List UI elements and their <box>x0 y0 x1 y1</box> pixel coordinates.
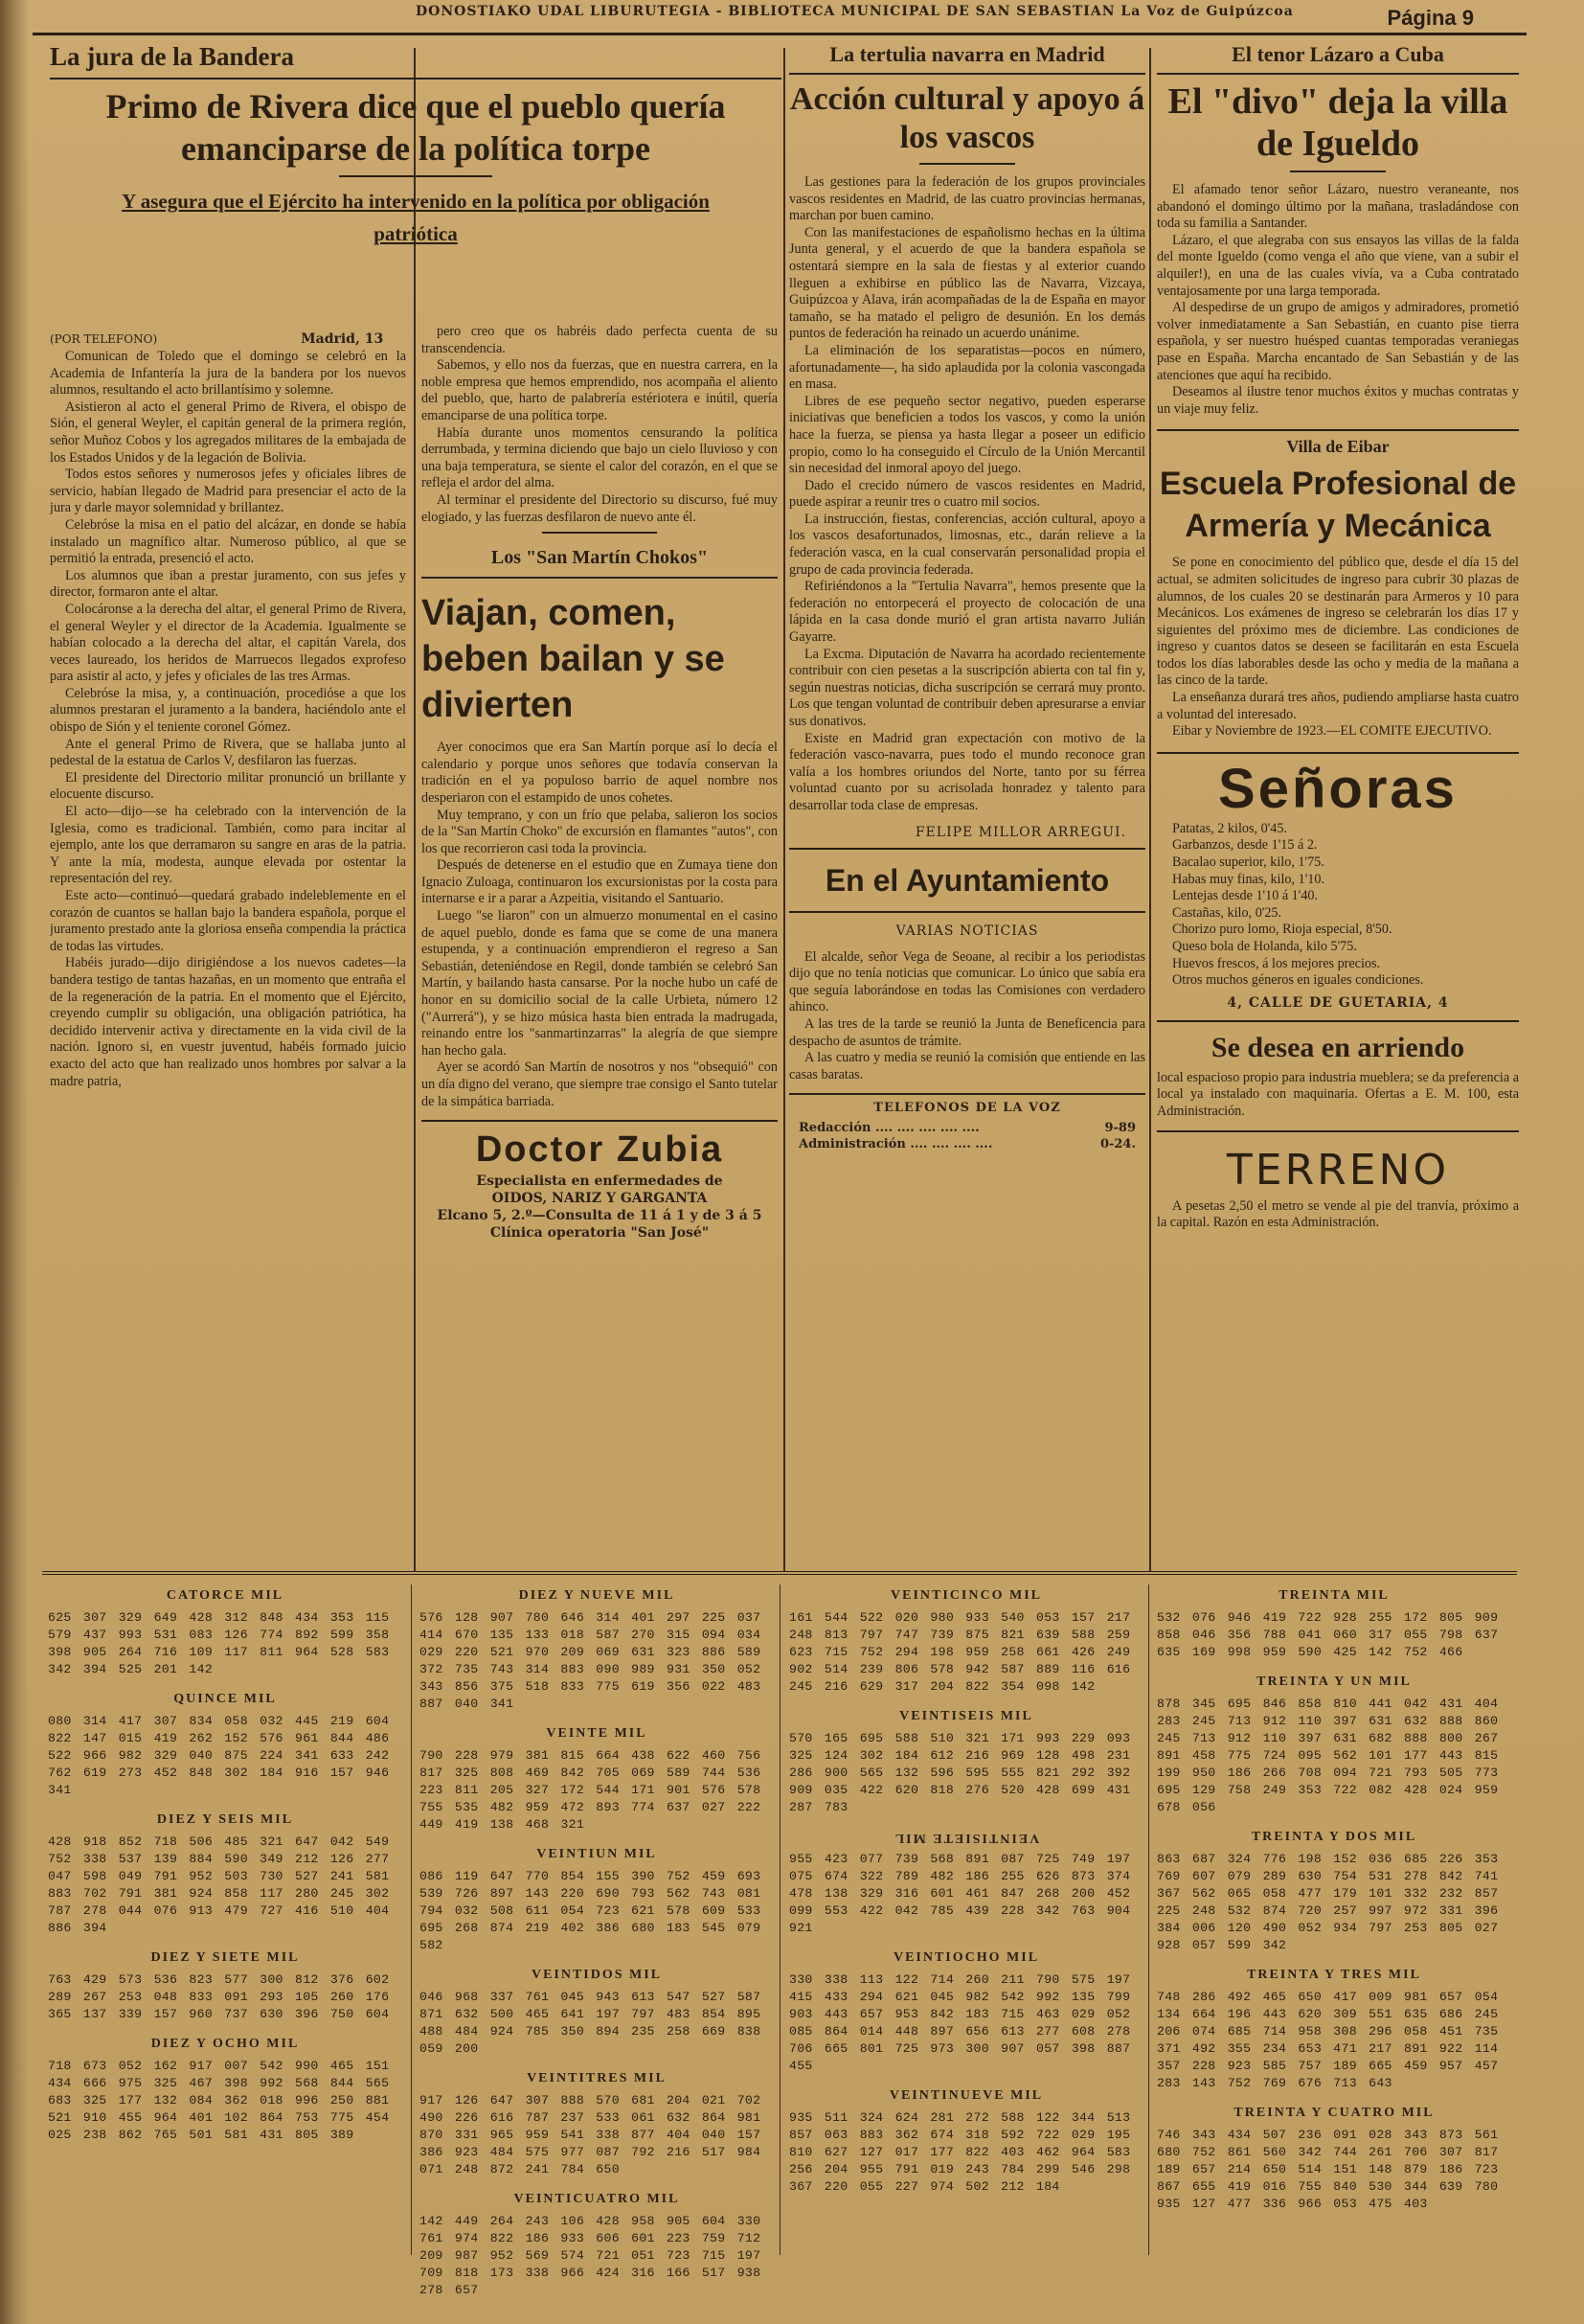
lottery-title: TREINTA Y DOS MIL <box>1251 1830 1417 1844</box>
divider <box>789 1093 1145 1095</box>
paragraph: Eibar y Noviembre de 1923.—EL COMITE EJECUTIVO. <box>1172 723 1492 740</box>
lottery-numbers: 763 429 573 536 823 577 300 812 376 602 289 267 253 048 833 091 293 105 260 176 365 137 339 157 960 737 630 396 750 604 <box>48 1972 390 2021</box>
lottery-block <box>1157 1675 1511 1816</box>
dateline <box>50 331 406 347</box>
subhead: VARIAS NOTICIAS <box>895 923 1039 939</box>
section-title: El tenor Lázaro a Cuba <box>1232 42 1444 66</box>
lottery-numbers: 086 119 647 770 854 155 390 752 459 693 539 726 897 143 220 690 793 562 743 081 794 032 508 611 054 723 621 578 609 533 695 268 874 219 402 386 680 183 545 079 582 <box>419 1869 761 1952</box>
price-item: Queso bola de Holanda, kilo 5'75. <box>1172 939 1357 954</box>
paragraph: Muy temprano, y con un frío que pelaba, salieron los socios de la "San Martín Choko" de excursión en flamantes "autos", con los que recorrieron casi toda la provincia. <box>421 807 778 856</box>
lottery-title: VEINTICUATRO MIL <box>513 2192 680 2206</box>
paragraph: Todos estos señores y numerosos jefes y oficiales libres de servicio, habían llegado de Madrid para presenciar el acto de la jura y darle mayor solemnidad y brillantez. <box>50 467 406 516</box>
lottery-block <box>789 2088 1143 2196</box>
phone-label: Administración .... .... .... .... <box>799 1137 993 1152</box>
section-title: La tertulia navarra en Madrid <box>829 42 1105 66</box>
lottery-numbers: 955 423 077 739 568 891 087 725 749 197 075 674 322 789 482 186 255 626 873 374 478 138 329 316 601 461 847 268 200 452 099 553 422 042 785 439 228 342 763 904 921 <box>789 1852 1131 1935</box>
price-item: Bacalao superior, kilo, 1'75. <box>1172 854 1324 871</box>
lottery-title: TREINTA Y UN MIL <box>1256 1675 1412 1689</box>
lottery-block <box>1157 1968 1511 2092</box>
section-title-chokos: Los "San Martín Chokos" <box>490 547 709 569</box>
lottery-title: CATORCE MIL <box>166 1588 284 1603</box>
column-rule <box>783 48 785 1571</box>
divider <box>1157 1020 1519 1022</box>
lottery-block <box>419 2071 774 2178</box>
headline: Acción cultural y apoyo á los vascos <box>789 81 1145 155</box>
paragraph: Ayer se acordó San Martín de nosotros y nos "obsequió" con un día digno del verano, que siempre trae consigo el Santo tutelar de la simpática barriada. <box>421 1059 778 1109</box>
paragraph: Refiriéndonos a la "Tertulia Navarra", hemos presente que la federación no entorpecerá el proyecto de colocación de una lápida en la casa donde murió el gran artista navarro Julián Gayarre. <box>789 579 1145 646</box>
lottery-title: VEINTIOCHO MIL <box>893 1950 1040 1965</box>
lottery-title: VEINTIDOS MIL <box>531 1968 663 1982</box>
ad-line: Especialista en enfermedades de <box>476 1173 723 1190</box>
lottery-title: VEINTITRES MIL <box>527 2071 667 2085</box>
lottery-title: DIEZ Y NUEVE MIL <box>518 1588 675 1603</box>
lottery-block <box>48 1812 402 1937</box>
lottery-block <box>789 1588 1143 1696</box>
lottery-block <box>419 1968 774 2058</box>
paragraph: Los alumnos que iban a prestar juramento, con sus jefes y director, formaron ante el altar. <box>50 567 406 601</box>
divider <box>1157 752 1519 754</box>
lottery-block <box>789 1830 1143 1937</box>
divider <box>789 848 1145 850</box>
paragraph: La instrucción, fiestas, conferencias, acción cultural, apoyo a los vascos desafortunados, limosnas, etc., darán relieve a la federación vasca, en la cual conservarán personalidad propia el grupo de cada provincia federada. <box>789 511 1145 578</box>
column-rule <box>1148 1584 1149 2255</box>
paragraph: Celebróse la misa, y, a continuación, procedióse a que los alumnos prestaran el juramento a la bandera, haciéndolo ante el obispo de Sión y el teniente coronel Gómez. <box>50 685 406 736</box>
source-label: (POR TELEFONO) <box>50 332 158 346</box>
divider <box>421 577 778 579</box>
section-title-ayuntamiento: En el Ayuntamiento <box>825 862 1110 898</box>
divider <box>50 78 781 80</box>
signature: FELIPE MILLOR ARREGUI. <box>915 824 1126 840</box>
section-title-eibar: Villa de Eibar <box>1286 437 1390 457</box>
ad-senoras-title: Señoras <box>1218 757 1458 820</box>
ad-senoras-address: 4, CALLE DE GUETARIA, 4 <box>1227 994 1449 1011</box>
paragraph: Había durante unos momentos censurando la política derrumbada, y termina diciendo que bajo un cielo lluvioso y con una baja temperatura, se siente el calor del corazón, en el que se refleja el ardor del alma. <box>421 424 778 491</box>
ad-arriendo-title: Se desea en arriendo <box>1211 1031 1465 1063</box>
date-label: Madrid, 13 <box>301 331 384 347</box>
headline-chokos: Viajan, comen, beben bailan y se divierten <box>421 593 725 726</box>
divider <box>339 175 492 177</box>
ad-line: OIDOS, NARIZ Y GARGANTA <box>491 1191 708 1207</box>
divider <box>919 163 1015 165</box>
lottery-block <box>48 2037 402 2144</box>
lottery-numbers: 625 307 329 649 428 312 848 434 353 115 579 437 993 531 083 126 774 892 599 358 398 905 264 716 109 117 811 964 528 583 342 394 525 201 142 <box>48 1610 390 1676</box>
lottery-title: VEINTISIETE MIL <box>893 1831 1040 1845</box>
paragraph: pero creo que os habréis dado perfecta cuenta de su transcendencia. <box>421 324 778 356</box>
lottery-title: TREINTA Y TRES MIL <box>1247 1968 1421 1982</box>
headline: El "divo" deja la villa de Igueldo <box>1167 81 1508 164</box>
headline-escuela: Escuela Profesional de Armería y Mecánica <box>1159 466 1517 545</box>
paragraph: Deseamos al ilustre tenor muchos éxitos y muchas contratas y un viaje muy feliz. <box>1157 384 1519 417</box>
divider <box>542 532 657 534</box>
lottery-block <box>1157 2106 1511 2213</box>
lottery-numbers: 917 126 647 307 888 570 681 204 021 702 490 226 616 787 237 533 061 632 864 981 870 331 965 959 541 338 877 404 040 157 386 923 484 575 977 087 792 216 517 984 071 248 872 241 784 650 <box>419 2093 761 2176</box>
lottery-title: DIEZ Y SEIS MIL <box>156 1812 294 1827</box>
section-title: La jura de la Bandera <box>50 42 295 71</box>
ad-senoras-list <box>1157 821 1519 990</box>
paragraph: El alcalde, señor Vega de Seoane, al recibir a los periodistas dijo que no tenía noticias que comunicar. Lo único que sabía era que seguía laborándose en todas las Comisiones con verdadero ahinco. <box>789 948 1145 1015</box>
paragraph: Ayer conocimos que era San Martín porque así lo decía el calendario y porque unos señores que todavía conservan la tradición en el ya populoso barrio de aquel nombre nos desperiaron con el estampido de unos cohetes. <box>421 740 778 806</box>
paragraph: Habéis jurado—dijo dirigiéndose a los nuevos cadetes—la bandera testigo de tantas hazañas, en un momento que entraña el de la regeneración de la patria. En el momento que el Ejército, creyendo cumplir su obligación, una obligación patriótica, ha decidido intervenir activa y directamente en la vida civil de la nación. Ignoro si, en vuestr juventud, habéis formado juicio exacto del acto que han realizado unos hombres por salvar a la madre patria, <box>50 955 406 1089</box>
paragraph: Las gestiones para la federación de los grupos provinciales vascos residentes en Madrid, de las cuatro provincias hermanas, marchan por buen camino. <box>789 174 1145 224</box>
page-number: Página 9 <box>1387 6 1474 30</box>
paragraph: El acto—dijo—se ha celebrado con la intervención de la Iglesia, como es tradicional. También, como para incitar al ejemplo, ante los que derramaron su sangre en aras de la patria. Y ante la mía, modesta, aunque elevada por ostentar la representación del rey. <box>50 804 406 887</box>
lottery-numbers: 863 687 324 776 198 152 036 685 226 353 769 607 079 289 630 754 531 278 842 741 367 562 065 058 477 179 101 332 232 857 225 248 532 874 720 257 997 972 331 396 384 006 120 490 052 934 797 253 805 027 928 057 599 342 <box>1157 1852 1499 1952</box>
column-rule <box>411 1584 412 2255</box>
paragraph: La Excma. Diputación de Navarra ha acordado recientemente contribuir con cien pesetas a la suscripción abierta con tal fin y, según nuestras noticias, dicha suscripción se cerrará muy pronto. Los que tengan voluntad de contribuir deben apresurarse a enviar sus donativos. <box>789 646 1145 729</box>
paragraph: Asistieron al acto el general Primo de Rivera, el obispo de Sión, el general Weyler, el capitán general de la primera región, señor Muñoz Cobos y los agregados militares de la embajada de los Estados Unidos y de la legación de Bolivia. <box>50 399 406 466</box>
phone-label: Redacción .... .... .... .... .... <box>799 1121 980 1136</box>
lottery-numbers: 080 314 417 307 834 058 032 445 219 604 822 147 015 419 262 152 576 961 844 486 522 966 982 329 040 875 224 341 633 242 762 619 273 452 848 302 184 916 157 946 341 <box>48 1714 390 1797</box>
phone-title: TELEFONOS DE LA VOZ <box>873 1101 1061 1116</box>
lottery-block <box>419 2192 774 2299</box>
lottery-numbers: 330 338 113 122 714 260 211 790 575 197 415 433 294 621 045 982 542 992 135 799 903 443 657 953 842 183 715 463 029 052 085 864 014 448 897 656 613 277 608 278 706 665 801 725 973 300 907 057 398 887 455 <box>789 1972 1131 2073</box>
lottery-title: TREINTA MIL <box>1279 1588 1390 1603</box>
lottery-title: VEINTE MIL <box>546 1726 647 1741</box>
lottery-title: VEINTICINCO MIL <box>891 1588 1042 1603</box>
ad-line: Clínica operatoria "San José" <box>489 1225 710 1242</box>
paragraph: Después de detenerse en el estudio que en Zumaya tiene don Ignacio Zuloaga, continuaron los excursionistas por la costa para internarse e ir a parar a Azpeitia, visitando el Santuario. <box>421 857 778 907</box>
paragraph: Celebróse la misa en el patio del alcázar, en donde se había instalado un magnífico altar. Numeroso público, al que se permitió la entrada, presenció el acto. <box>50 516 406 567</box>
phone-row <box>799 1137 1136 1151</box>
lottery-block <box>789 1709 1143 1816</box>
lottery-column <box>789 1583 1143 2209</box>
running-head: DONOSTIAKO UDAL LIBURUTEGIA - BIBLIOTECA MUNICIPAL DE SAN SEBASTIAN La Voz de Guipúzcoa <box>416 4 1294 19</box>
lottery-block <box>48 1950 402 2023</box>
lottery-block <box>48 1692 402 1799</box>
divider <box>1157 73 1519 75</box>
lottery-title: TREINTA Y CUATRO MIL <box>1233 2106 1435 2120</box>
lottery-numbers: 748 286 492 465 650 417 009 981 657 054 134 664 196 443 620 309 551 635 686 245 206 074 685 714 958 308 296 058 451 735 371 492 355 234 653 471 217 891 922 114 357 228 923 585 757 189 665 459 957 457 283 143 752 769 676 713 643 <box>1157 1990 1499 2090</box>
paragraph: La eliminación de los separatistas—pocos en número, afortunadamente—, ha sido aplaudida por la colonia vascongada en masa. <box>789 342 1145 393</box>
article-jura-body-1 <box>50 324 406 1550</box>
divider <box>789 911 1145 913</box>
paragraph: Sabemos, y ello nos da fuerzas, que en nuestra carrera, en la noble empresa que hemos emprendido, nos acompaña el aliento del pueblo, que, harto de palabrería estériotera e inútil, quería emanciparse de una política torpe. <box>421 357 778 423</box>
paragraph: Dado el crecido número de vascos residentes en Madrid, puede aspirar a reunir tres o cuatro mil socios. <box>789 477 1145 511</box>
subheadline: Y asegura que el Ejército ha intervenido en la política por obligación patriótica <box>122 190 710 245</box>
column-rule <box>1149 48 1151 1571</box>
divider <box>421 1120 778 1122</box>
divider <box>1290 171 1386 172</box>
ad-line: Elcano 5, 2.º—Consulta de 11 á 1 y de 3 á 5 <box>437 1208 762 1224</box>
price-item: Otros muchos géneros en iguales condiciones. <box>1172 972 1424 989</box>
lottery-title: QUINCE MIL <box>173 1692 277 1706</box>
price-item: Chorizo puro lomo, Rioja especial, 8'50. <box>1172 922 1392 938</box>
lottery-numbers: 576 128 907 780 646 314 401 297 225 037 414 670 135 133 018 587 270 315 094 034 029 220 521 970 209 069 631 323 886 589 372 735 743 314 883 090 989 931 350 052 343 856 375 518 833 775 619 356 022 483 887 040 341 <box>419 1610 761 1711</box>
paragraph: Existe en Madrid gran expectación con motivo de la federación vasco-navarra, pues todo el mundo reconoce gran valía a los hombres oriundos del Norte, tanto por su férrea voluntad cuanto por su acrisolada honradez y talento para desarrollar toda clase de empresas. <box>789 730 1145 813</box>
price-item: Garbanzos, desde 1'15 á 2. <box>1172 837 1318 854</box>
lottery-block <box>48 1588 402 1678</box>
price-item: Castañas, kilo, 0'25. <box>1172 904 1282 921</box>
paragraph: Con las manifestaciones de españolismo hechas en la última Junta general, y el acuerdo de que la bandera española se ostentará siempre en la sala de fiestas y al exterior cuando lleguen a exhibirse en público las de Navarra, Vizcaya, Guipúzcoa y Alava, irán acompañadas de la de España en mayor tamaño, se ha matado el peligro de desunión. En los demás puntos de federación ha reinado un acuerdo unánime. <box>789 224 1145 342</box>
lottery-numbers: 790 228 979 381 815 664 438 622 460 756 817 325 808 469 842 705 069 589 744 536 223 811 205 327 172 544 171 901 576 578 755 535 482 959 472 893 774 637 027 222 449 419 138 468 321 <box>419 1748 761 1832</box>
page-header <box>33 4 1527 35</box>
price-item: Patatas, 2 kilos, 0'45. <box>1172 820 1287 836</box>
phone-value: 9-89 <box>1104 1121 1136 1136</box>
article-tertulia-navarra <box>789 42 1145 1565</box>
price-item: Habas muy finas, kilo, 1'10. <box>1172 871 1324 887</box>
paragraph: Comunican de Toledo que el domingo se celebró en la Academia de Infantería la jura de la bandera por los nuevos alumnos, resultando el acto brillantísimo y solemne. <box>50 349 406 399</box>
paragraph: Este acto—continuó—quedará grabado indeleblemente en el corazón de cuantos se hallan bajo la bandera española, porque el juramento prestado ante la gloriosa enseña compendia la práctica de todas las virtudes. <box>50 888 406 954</box>
lottery-column <box>1157 1583 1511 2226</box>
paragraph: Libres de ese pequeño sector negativo, pueden esperarse iniciativas que beneficien a todos los vascos, y como la unión hace la fuerza, se piensa ya hasta llegar a poseer un edificio propio, como lo ha conseguido el Círculo de la Unión Mercantil sin necesidad del inmoral apoyo del juego. <box>789 393 1145 477</box>
lottery-column <box>48 1583 402 2157</box>
divider <box>1157 429 1519 431</box>
phone-row <box>799 1121 1136 1135</box>
ad-doctor-zubia-name: Doctor Zubia <box>475 1129 724 1171</box>
ad-arriendo-text: local espacioso propio para industria mueblera; se da preferencia a local ya instalado con maquinaria. Ofertas a E. M. 100, esta Administración. <box>1157 1069 1519 1119</box>
lottery-numbers: 935 511 324 624 281 272 588 122 344 513 857 063 883 362 674 318 592 722 029 195 810 627 127 017 177 822 403 462 964 583 256 204 955 791 019 243 784 299 546 298 367 220 055 227 974 502 212 184 <box>789 2110 1131 2194</box>
phone-value: 0-24. <box>1099 1137 1136 1152</box>
lottery-column <box>419 1583 774 2313</box>
phone-box <box>789 1101 1145 1151</box>
lottery-numbers: 428 918 852 718 506 485 321 647 042 549 752 338 537 139 884 590 349 212 126 277 047 598 049 791 952 503 730 527 241 581 883 702 791 381 924 858 117 280 245 302 787 278 044 076 913 479 727 416 510 404 886 394 <box>48 1834 390 1935</box>
lottery-numbers: 161 544 522 020 980 933 540 053 157 217 248 813 797 747 739 875 821 639 588 259 623 715 752 294 198 959 258 661 426 249 902 514 239 806 578 942 587 889 116 616 245 216 629 317 204 822 354 098 142 <box>789 1610 1131 1694</box>
lottery-block <box>419 1726 774 1834</box>
article-jura-body-2 <box>421 324 778 1560</box>
lottery-numbers: 532 076 946 419 722 928 255 172 805 909 858 046 356 788 041 060 317 055 798 637 635 169 998 959 590 425 142 752 466 <box>1157 1610 1499 1659</box>
article-tenor-lazaro <box>1157 42 1519 1565</box>
lottery-title: VEINTINUEVE MIL <box>889 2088 1044 2103</box>
paragraph: Al despedirse de un grupo de amigos y admiradores, prometió volver inmediatamente a San Sebastián, en cuanto pise tierra española, y ser nuestro huésped cuantas temporadas veraniegas pase en España. Marcha encantado de San Sebastián y de las atenciones que aquí ha recibido. <box>1157 300 1519 383</box>
lottery-title: DIEZ Y OCHO MIL <box>150 2037 300 2051</box>
paragraph: Al terminar el presidente del Directorio su discurso, fué muy elogiado, y las fuerzas desfilaron de nuevo ante él. <box>421 491 778 525</box>
lottery-block <box>419 1847 774 1954</box>
column-rule <box>780 1584 781 2255</box>
paragraph: El presidente del Directorio militar pronunció un brillante y elocuente discurso. <box>50 769 406 803</box>
lottery-numbers: 878 345 695 846 858 810 441 042 431 404 283 245 713 912 110 397 631 632 888 860 245 713 912 110 397 631 682 888 800 267 891 458 775 724 095 562 101 177 443 815 199 950 186 266 708 094 721 793 505 773 695 129 758 249 353 722 082 428 024 959 678 056 <box>1157 1697 1499 1814</box>
paragraph: El afamado tenor señor Lázaro, nuestro veraneante, nos abandonó el domingo último por la mañana, trasladándose con toda su familia a Santander. <box>1157 182 1519 232</box>
ad-terreno-title: TERRENO <box>1226 1145 1450 1195</box>
price-item: Lentejas desde 1'10 á 1'40. <box>1172 888 1319 904</box>
price-item: Huevos frescos, á los mejores precios. <box>1172 955 1381 971</box>
lottery-numbers: 570 165 695 588 510 321 171 993 229 093 325 124 302 184 612 216 969 128 498 231 286 900 565 132 596 595 555 821 292 392 909 035 422 620 818 276 520 428 699 431 287 783 <box>789 1731 1131 1814</box>
paragraph: Ante el general Primo de Rivera, que se hallaba junto al pedestal de la estatua de Carlos V, desfilaron las fuerzas. <box>50 736 406 769</box>
lottery-block <box>1157 1588 1511 1661</box>
lottery-numbers: 046 968 337 761 045 943 613 547 527 587 871 632 500 465 641 197 797 483 854 895 488 484 924 785 350 894 235 258 669 838 059 200 <box>419 1990 761 2056</box>
paragraph: Lázaro, el que alegraba con sus ensayos las villas de la falda del monte Igueldo (como venga el año que viene, van a subir el alquiler!), en una de las cuales vivía, va a Cuba contratado ventajosamente por una larga temporada. <box>1157 232 1519 299</box>
divider <box>1157 1130 1519 1132</box>
lottery-block <box>419 1588 774 1713</box>
lottery-numbers: 718 673 052 162 917 007 542 990 465 151 434 666 975 325 467 398 992 568 844 565 683 325 177 132 084 362 018 996 250 881 521 910 455 964 401 102 864 753 775 454 025 238 862 765 501 581 431 805 389 <box>48 2059 390 2142</box>
lottery-block <box>1157 1830 1511 1954</box>
paragraph: Colocáronse a la derecha del altar, el general Primo de Rivera, el general Weyler y el director de la Academia. Igualmente se habían colocado a la derecha del altar, el capitán Varela, dos veces laureado, los heridos de Marruecos llegados exprofeso para asistir al acto, y jefes y oficiales de las tres Armas. <box>50 601 406 685</box>
paragraph: A las cuatro y media se reunió la comisión que entiende en las casas baratas. <box>789 1050 1145 1082</box>
lottery-results <box>42 1571 1517 2297</box>
lottery-title: DIEZ Y SIETE MIL <box>150 1950 300 1965</box>
lottery-numbers: 746 343 434 507 236 091 028 343 873 561 680 752 861 560 342 744 261 706 307 817 189 657 214 650 514 151 148 879 186 723 867 655 419 016 755 840 530 344 639 780 935 127 477 336 966 053 475 403 <box>1157 2128 1499 2211</box>
lottery-block <box>789 1950 1143 2075</box>
paragraph: La enseñanza durará tres años, pudiendo ampliarse hasta cuatro a voluntad del interesado. <box>1157 690 1519 722</box>
lottery-title: VEINTIUN MIL <box>536 1847 657 1861</box>
lottery-title: VEINTISEIS MIL <box>899 1709 1033 1723</box>
lottery-numbers: 142 449 264 243 106 428 958 905 604 330 761 974 822 186 933 606 601 223 759 712 209 987 952 569 574 721 051 723 715 197 709 818 173 338 966 424 316 166 517 938 278 657 <box>419 2214 761 2297</box>
divider <box>789 73 1145 75</box>
paragraph: A las tres de la tarde se reunió la Junta de Beneficencia para despacho de asuntos de trámite. <box>789 1015 1145 1049</box>
paragraph: Se pone en conocimiento del público que, desde el día 15 del actual, se admiten solicitudes de ingreso para cubrir 30 plazas de alumnos, de los cuales 20 se destinarán para Armeros y 10 para Mecánicos. Los exámenes de ingreso se celebrarán los días 17 y siguientes del próximo mes de diciembre. Las condiciones de ingreso y cuantos datos se deseen se facilitarán en esta Escuela todos los días laborables desde las ocho y media de la mañana a las cinco de la tarde. <box>1157 555 1519 689</box>
ad-terreno-text: A pesetas 2,50 el metro se vende al pie del tranvía, próximo a la capital. Razón en esta Administración. <box>1157 1197 1519 1231</box>
headline: Primo de Rivera dice que el pueblo quería emanciparse de la política torpe <box>105 87 726 168</box>
paragraph: Luego "se liaron" con un almuerzo monumental en el casino de aquel pueblo, donde es fama que se come de una manera estupenda, y a continuación emprendieron el regreso a San Sebastián, deteniéndose en Regil, donde también se celebró San Martín, y bailando hasta cansarse. Por la noche hubo un café de honor en su domicilio social de la calle Urbieta, número 12 ("Aurrerá"), y se hizo música hasta bien entrada la madrugada, reinando entre los "sanmartinzarras" la alegría de que siempre han hecho gala. <box>421 908 778 1059</box>
page-binding-edge <box>0 0 29 2324</box>
